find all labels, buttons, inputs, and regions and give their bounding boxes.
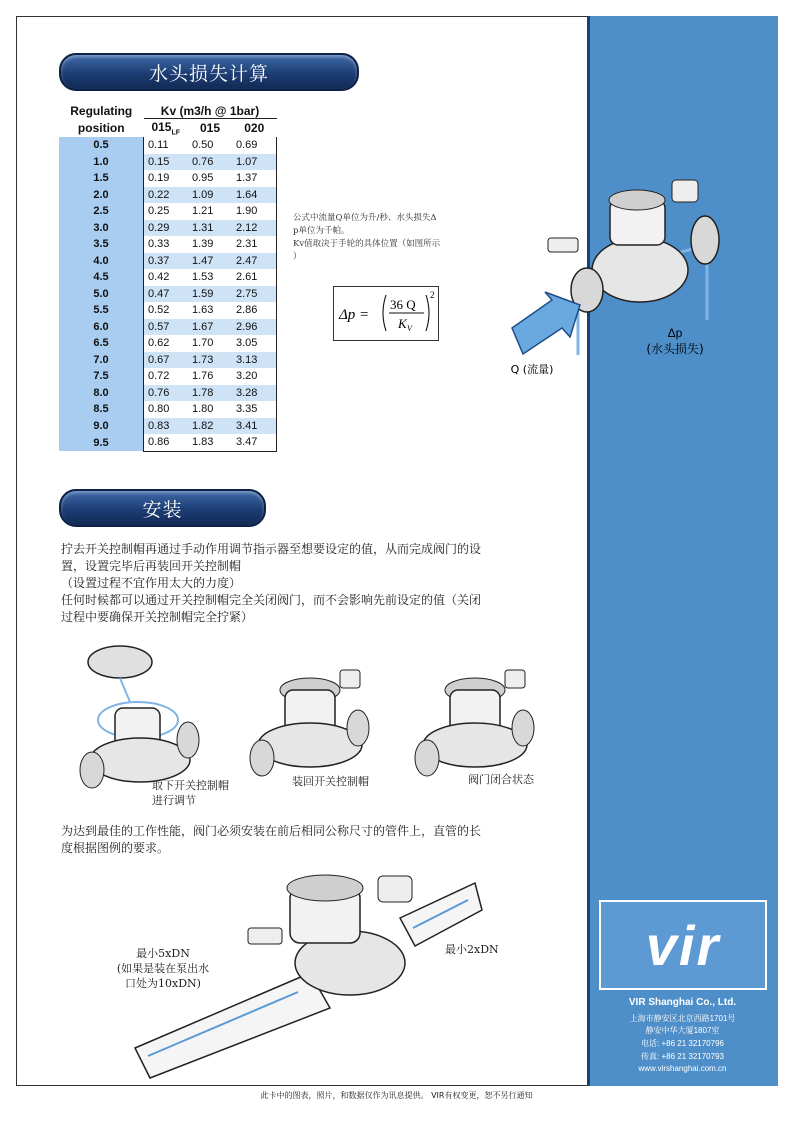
kv-value-cell: 0.52 xyxy=(144,302,189,319)
kv-value-cell: 2.86 xyxy=(232,302,277,319)
kv-value-cell: 0.15 xyxy=(144,154,189,171)
col-position-header xyxy=(59,103,144,137)
kv-table-row xyxy=(59,286,277,303)
kv-value-cell: 0.95 xyxy=(192,172,214,185)
company-address-1: 上海市静安区北京西路1701号 xyxy=(629,1014,736,1023)
kv-table-row xyxy=(59,154,277,171)
kv-value-cell: 1.53 xyxy=(192,271,214,284)
kv-value-cell: 3.20 xyxy=(232,368,277,385)
caption-step-3: 阀门闭合状态 xyxy=(468,773,534,786)
logo-text: vir xyxy=(645,913,721,977)
kv-table-row xyxy=(59,434,277,451)
install-line: （设置过程不宜作用太大的力度） xyxy=(61,576,242,590)
kv-table-row xyxy=(59,335,277,352)
kv-value-cell: 0.11 xyxy=(144,137,189,154)
caption-step-2: 装回开关控制帽 xyxy=(292,775,369,788)
col-015lf-sub: LF xyxy=(171,129,181,137)
kv-value-cell: 1.76 xyxy=(192,370,214,383)
position-cell: 2.5 xyxy=(59,203,144,220)
position-cell: 8.5 xyxy=(59,401,144,418)
formula-exponent: 2 xyxy=(430,290,435,300)
position-cell: 2.0 xyxy=(59,187,144,204)
upstream-label-line: (如果是装在泵出水 xyxy=(116,962,210,975)
pipe-line: 为达到最佳的工作性能，阀门必须安装在前后相同公称尺寸的管件上，直管的长 xyxy=(61,824,482,838)
valve-handwheel xyxy=(287,875,363,901)
position-cell: 8.0 xyxy=(59,385,144,402)
caption-step-1 xyxy=(152,778,229,808)
col-015lf-header xyxy=(144,119,189,137)
kv-value-cell: 1.73 xyxy=(188,352,232,369)
kv-value-cell: 0.86 xyxy=(144,434,189,451)
pointer-line xyxy=(120,678,130,702)
kv-value-cell: 1.90 xyxy=(232,203,277,220)
kv-table xyxy=(59,103,277,452)
kv-value-cell: 1.80 xyxy=(192,403,214,416)
position-cell: 4.0 xyxy=(59,253,144,270)
position-cell: 3.5 xyxy=(59,236,144,253)
install-line: 拧去开关控制帽再通过手动作用调节指示器至想要设定的值，从而完成阀门的设 xyxy=(61,542,482,556)
kv-table-row xyxy=(59,302,277,319)
col-020-header: 020 xyxy=(244,121,265,136)
footer-disclaimer: 此卡中的图表，照片，和数据仅作为讯息提供。 VIR有权变更，恕不另行通知 xyxy=(260,1091,533,1100)
kv-table-row xyxy=(59,368,277,385)
outlet xyxy=(512,710,534,746)
formula-denominator: K xyxy=(398,316,407,331)
position-cell: 3.0 xyxy=(59,220,144,237)
paren-right xyxy=(426,295,429,331)
kv-value-cell: 0.57 xyxy=(144,319,189,336)
install-paragraph xyxy=(61,541,481,626)
test-point xyxy=(505,670,525,688)
kv-value-cell: 1.63 xyxy=(192,304,214,317)
install-line: 置，设置完毕后再装回开关控制帽 xyxy=(61,559,242,573)
drain-cock xyxy=(548,238,578,252)
kv-value-cell: 1.82 xyxy=(188,418,232,435)
valve-outlet xyxy=(691,216,719,264)
note-line: Kv值取决于手轮的具体位置（如图所示 xyxy=(293,239,441,249)
section-title-text: 安装 xyxy=(142,498,183,521)
upstream-label-line: 最小5xDN xyxy=(136,947,190,960)
kv-value-cell: 1.39 xyxy=(192,238,214,251)
section-title-text: 水头损失计算 xyxy=(148,62,269,85)
formula-note xyxy=(293,212,483,264)
col-015lf-label: 015 xyxy=(151,119,172,134)
kv-value-cell: 1.64 xyxy=(232,187,277,204)
company-name: VIR Shanghai Co., Ltd. xyxy=(628,997,737,1008)
position-cell: 7.0 xyxy=(59,352,144,369)
kv-value-cell: 0.33 xyxy=(144,236,189,253)
q-label: Q (流量) xyxy=(510,363,554,376)
note-line: 公式中流量Q单位为升/秒、水头损失Δ xyxy=(293,213,437,223)
kv-table-row xyxy=(59,385,277,402)
test-point xyxy=(340,670,360,688)
inlet xyxy=(415,740,439,776)
position-cell: 1.5 xyxy=(59,170,144,187)
formula-lhs: Δp = xyxy=(339,307,370,323)
position-cell: 0.5 xyxy=(59,137,144,154)
kv-value-cell: 3.05 xyxy=(232,335,277,352)
dp-sublabel: (水头损失) xyxy=(646,342,704,356)
valve-body xyxy=(592,238,688,302)
cap-removed xyxy=(88,646,152,678)
kv-value-cell: 0.42 xyxy=(144,269,189,286)
position-cell: 9.0 xyxy=(59,418,144,435)
kv-table-row xyxy=(59,352,277,369)
kv-table-row xyxy=(59,203,277,220)
kv-table-row xyxy=(59,137,277,154)
kv-value-cell: 0.25 xyxy=(144,203,189,220)
kv-value-cell: 2.31 xyxy=(232,236,277,253)
kv-value-cell: 0.29 xyxy=(144,220,189,237)
kv-value-cell: 0.37 xyxy=(144,253,189,270)
kv-value-cell: 0.72 xyxy=(144,368,189,385)
test-point xyxy=(672,180,698,202)
kv-table-row xyxy=(59,220,277,237)
kv-value-cell: 0.19 xyxy=(144,170,189,187)
company-logo xyxy=(599,900,767,990)
formula-svg xyxy=(334,287,438,340)
paren-left xyxy=(383,295,386,331)
company-website: www.virshanghai.com.cn xyxy=(638,1064,727,1073)
kv-value-cell: 2.61 xyxy=(232,269,277,286)
valve-step-2 xyxy=(250,670,369,776)
kv-table-row xyxy=(59,187,277,204)
kv-value-cell: 0.83 xyxy=(144,418,189,435)
kv-value-cell: 0.47 xyxy=(144,286,189,303)
kv-value-cell: 0.76 xyxy=(144,385,189,402)
kv-value-cell: 3.13 xyxy=(232,352,277,369)
kv-value-cell: 3.28 xyxy=(232,385,277,402)
kv-value-cell: 2.96 xyxy=(232,319,277,336)
col-position-header-text: Regulating position xyxy=(70,104,133,135)
inlet xyxy=(80,752,104,788)
upstream-label-line: 口处为10xDN) xyxy=(125,977,201,990)
valve-step-1 xyxy=(80,646,199,788)
kv-value-cell: 3.35 xyxy=(232,401,277,418)
kv-value-cell: 2.47 xyxy=(232,253,277,270)
kv-value-cell: 1.21 xyxy=(192,205,214,218)
kv-value-cell: 1.47 xyxy=(188,253,232,270)
kv-value-cell: 0.50 xyxy=(192,139,214,152)
kv-value-cell: 3.41 xyxy=(232,418,277,435)
formula-box xyxy=(333,286,439,341)
col-kv-header: Kv (m3/h @ 1bar) xyxy=(144,103,277,119)
body xyxy=(90,738,190,782)
note-line: ） xyxy=(293,252,302,262)
dp-label: Δp xyxy=(667,326,683,340)
kv-value-cell: 0.69 xyxy=(232,137,277,154)
kv-value-cell: 0.67 xyxy=(144,352,189,369)
kv-value-cell: 1.70 xyxy=(192,337,214,350)
kv-value-cell: 1.37 xyxy=(232,170,277,187)
downstream-label: 最小2xDN xyxy=(445,943,499,956)
kv-table-row xyxy=(59,170,277,187)
kv-value-cell: 0.76 xyxy=(188,154,232,171)
valve-flow-diagram xyxy=(490,160,730,385)
position-cell: 1.0 xyxy=(59,154,144,171)
kv-table-body xyxy=(59,137,277,451)
position-cell: 7.5 xyxy=(59,368,144,385)
company-fax: 传真: +86 21 32170793 xyxy=(641,1052,724,1061)
section-title-install xyxy=(59,489,266,527)
kv-value-cell: 1.59 xyxy=(188,286,232,303)
install-line: 过程中要确保开关控制帽完全拧紧） xyxy=(61,610,254,624)
kv-table-row xyxy=(59,401,277,418)
kv-value-cell: 1.31 xyxy=(188,220,232,237)
kv-table-row xyxy=(59,253,277,270)
valve-step-3 xyxy=(415,670,534,776)
position-cell: 6.5 xyxy=(59,335,144,352)
caption-line: 取下开关控制帽 xyxy=(152,779,229,792)
note-line: p单位为千帕。 xyxy=(293,226,350,236)
caption-line: 进行调节 xyxy=(152,794,196,807)
kv-value-cell: 0.22 xyxy=(144,187,189,204)
position-cell: 5.5 xyxy=(59,302,144,319)
test-point xyxy=(378,876,412,902)
kv-value-cell: 2.75 xyxy=(232,286,277,303)
position-cell: 6.0 xyxy=(59,319,144,336)
kv-table-row xyxy=(59,269,277,286)
col-015-header: 015 xyxy=(199,121,221,136)
kv-table-row xyxy=(59,236,277,253)
position-cell: 4.5 xyxy=(59,269,144,286)
outlet xyxy=(347,710,369,746)
kv-value-cell: 1.78 xyxy=(188,385,232,402)
kv-value-cell: 1.07 xyxy=(232,154,277,171)
kv-value-cell: 1.09 xyxy=(188,187,232,204)
valve-handwheel xyxy=(609,190,665,210)
kv-table-row xyxy=(59,319,277,336)
inlet xyxy=(250,740,274,776)
pipe-paragraph xyxy=(61,823,481,857)
outlet xyxy=(177,722,199,758)
flow-arrow xyxy=(512,292,580,354)
upstream-label xyxy=(108,946,218,991)
pipe-line: 度根据图例的要求。 xyxy=(61,841,170,855)
company-tel: 电话: +86 21 32170796 xyxy=(641,1039,724,1048)
position-cell: 5.0 xyxy=(59,286,144,303)
kv-value-cell: 1.83 xyxy=(188,434,232,451)
kv-table-row xyxy=(59,418,277,435)
kv-value-cell: 2.12 xyxy=(232,220,277,237)
section-title-head-loss xyxy=(59,53,359,91)
position-cell: 9.5 xyxy=(59,434,144,451)
formula-numerator: 36 Q xyxy=(390,297,416,312)
formula-denominator-sub: V xyxy=(407,324,412,333)
company-address-2: 静安中华大厦1807室 xyxy=(645,1026,720,1035)
install-line: 任何时候都可以通过开关控制帽完全关闭阀门，而不会影响先前设定的值（关闭 xyxy=(61,593,482,607)
kv-value-cell: 1.67 xyxy=(188,319,232,336)
kv-value-cell: 0.62 xyxy=(144,335,189,352)
kv-value-cell: 3.47 xyxy=(232,434,277,451)
drain-cock xyxy=(248,928,282,944)
kv-value-cell: 0.80 xyxy=(144,401,189,418)
